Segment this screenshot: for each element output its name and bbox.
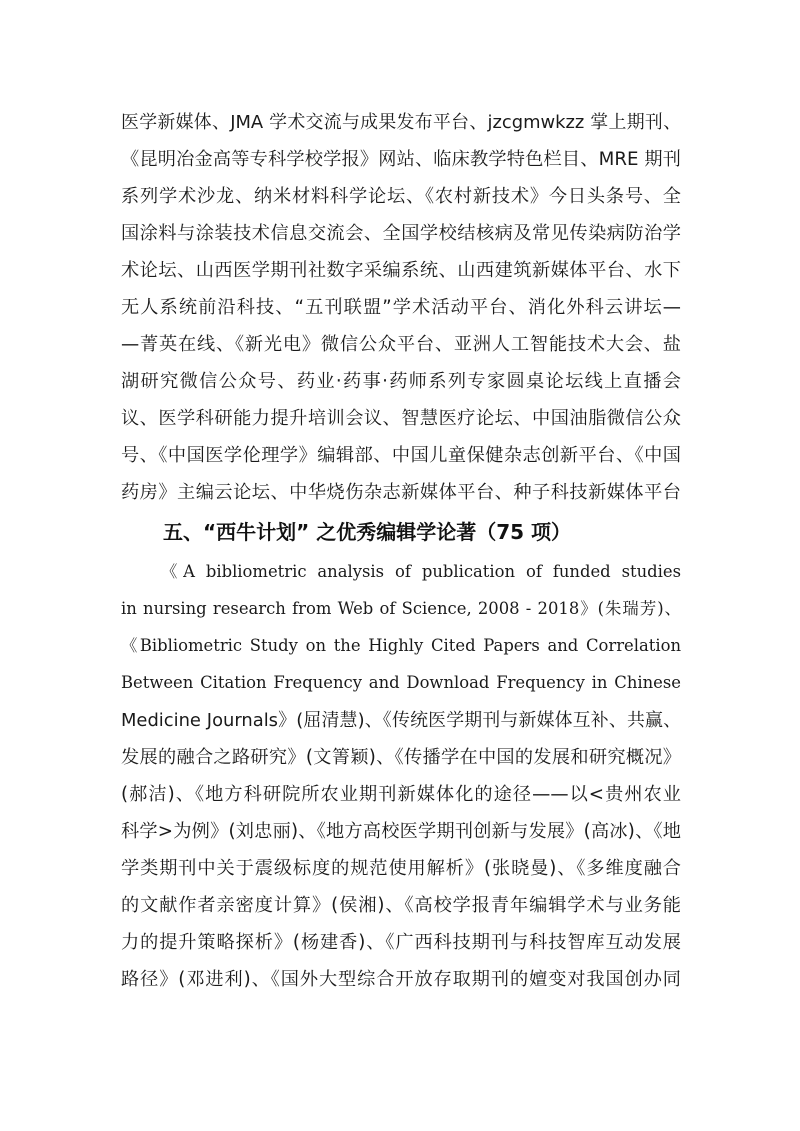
paragraph-line: 科学>为例》(刘忠丽)、《地方高校医学期刊创新与发展》(高冰)、《地 [121,821,681,842]
paragraph-line: 《A bibliometric analysis of publication of funded studies [161,562,681,581]
paragraph-line: 医学新媒体、JMA 学术交流与成果发布平台、jzcgmwkzz 掌上期刊、 [121,112,681,133]
paragraph-line: 的文献作者亲密度计算》(侯湘)、《高校学报青年编辑学术与业务能 [121,895,681,916]
paragraph-line: Between Citation Frequency and Download Frequency in Chinese [121,673,681,692]
paragraph-line: 力的提升策略探析》(杨建香)、《广西科技期刊与科技智库互动发展 [121,932,681,953]
paragraph-line: 学类期刊中关于震级标度的规范使用解析》(张晓曼)、《多维度融合 [121,858,681,879]
paragraph-line: 发展的融合之路研究》(文箐颖)、《传播学在中国的发展和研究概况》 [121,747,681,768]
paragraph-line: —菁英在线、《新光电》微信公众平台、亚洲人工智能技术大会、盐 [121,334,681,355]
section-heading: 五、“西牛计划” 之优秀编辑学论著（75 项） [163,520,572,544]
paragraph-line: 《Bibliometric Study on the Highly Cited Papers and Correlation [121,636,681,655]
paragraph-line: 《昆明冶金高等专科学校学报》网站、临床教学特色栏目、MRE 期刊 [121,149,681,170]
paragraph-line: 路径》(邓进利)、《国外大型综合开放存取期刊的嬗变对我国创办同 [121,969,681,990]
paragraph-line: (郝洁)、《地方科研院所农业期刊新媒体化的途径——以<贵州农业 [121,784,681,805]
paragraph-line: in nursing research from Web of Science, 2008 - 2018》(朱瑞芳)、 [121,599,681,618]
paragraph-line: 湖研究微信公众号、药业·药事·药师系列专家圆桌论坛线上直播会 [121,371,681,392]
paragraph-line: 国涂料与涂装技术信息交流会、全国学校结核病及常见传染病防治学 [121,223,681,244]
paragraph-line: 术论坛、山西医学期刊社数字采编系统、山西建筑新媒体平台、水下 [121,260,681,281]
paragraph-line: 药房》主编云论坛、中华烧伤杂志新媒体平台、种子科技新媒体平台 [121,482,681,503]
paragraph-line: 号、《中国医学伦理学》编辑部、中国儿童保健杂志创新平台、《中国 [121,445,681,466]
paragraph-line: 系列学术沙龙、纳米材料科学论坛、《农村新技术》今日头条号、全 [121,186,681,207]
paragraph-line: Medicine Journals》(屈清慧)、《传统医学期刊与新媒体互补、共赢、 [121,710,681,731]
paragraph-line: 无人系统前沿科技、“五刊联盟”学术活动平台、消化外科云讲坛— [121,297,681,318]
paragraph-line: 议、医学科研能力提升培训会议、智慧医疗论坛、中国油脂微信公众 [121,408,681,429]
